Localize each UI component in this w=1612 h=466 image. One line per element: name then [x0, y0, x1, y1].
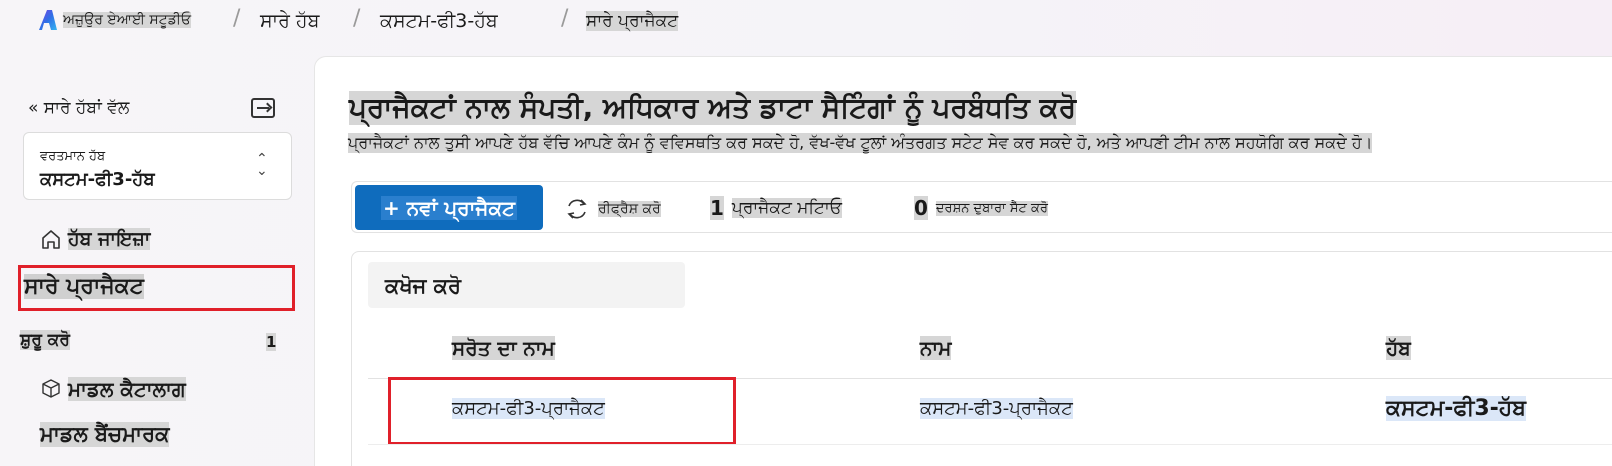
projects-table — [351, 251, 1612, 466]
azure-ai-studio-logo-icon[interactable] — [38, 9, 58, 31]
refresh-icon — [564, 196, 590, 222]
row-divider — [368, 444, 1612, 445]
chevron-up-down-icon: ⌃ ⌄ — [256, 151, 268, 179]
top-breadcrumb-bar — [0, 0, 1612, 44]
current-hub-selector[interactable] — [23, 132, 292, 200]
delete-project-label: ਪ੍ਰਾਜੈਕਟ ਮਟਿਾਓ — [731, 198, 842, 218]
refresh-label: ਰੀਫ੍ਰੈਸ਼ ਕਰੋ — [598, 201, 661, 217]
sidebar-item-all-projects[interactable] — [18, 265, 295, 311]
refresh-button[interactable] — [564, 196, 661, 222]
breadcrumb-hub[interactable]: ਕਸਟਮ-ਫੀ3-ਹੱਬ — [380, 10, 498, 32]
cell-name: ਕਸਟਮ-ਫੀ3-ਪ੍ਰਾਜੈਕਟ — [920, 398, 1073, 419]
home-icon — [40, 228, 62, 250]
new-project-button-label: + ਨਵਾਂ ਪ੍ਰਾਜੈਕਟ — [383, 195, 515, 220]
highlight-box — [388, 377, 736, 445]
cell-hub: ਕਸਟਮ-ਫੀ3-ਹੱਬ — [1386, 396, 1527, 421]
breadcrumb-app-name[interactable]: ਅਜ਼ੁਉਰ ਏਆਈ ਸਟੂਡੀਓ — [63, 12, 192, 28]
breadcrumb-all-hubs[interactable]: ਸਾਰੇ ਹੱਬ — [260, 10, 320, 32]
search-placeholder: ਕਖੋਜ ਕਰੋ — [385, 274, 462, 298]
new-project-button[interactable] — [355, 185, 543, 230]
reset-view-button[interactable] — [914, 196, 1048, 220]
column-header-resource-name[interactable]: ਸਰੋਤ ਦਾ ਨਾਮ — [452, 336, 555, 360]
sidebar-item-label: ਸਾਰੇ ਪ੍ਰਾਜੈਕਟ — [24, 274, 144, 299]
page-subtitle: ਪ੍ਰਾਜੈਕਟਾਂ ਨਾਲ ਤੁਸੀ ਆਪਣੇ ਹੱਬ ਵੱਚਿ ਆਪਣੇ ਕੰਮ ਨੂੰ ਵਵਿਸਥਤਿ ਕਰ ਸਕਦੇ ਹੋ, ਵੱਖ-ਵੱਖ ਟੂਲਾਂ ਅੰਤਰਗਤ ਸਟੇਟ ਸੇਵ ਕਰ ਸਕਦੇ ਹੋ, ਅਤੇ ਆਪਣੀ ਟੀਮ ਨਾਲ ਸਹਯੋਗਿ ਕਰ ਸਕਦੇ ਹੋ। — [348, 133, 1373, 152]
current-hub-value: ਕਸਟਮ-ਫੀ3-ਹੱਬ — [40, 169, 155, 190]
delete-project-button[interactable] — [710, 196, 842, 220]
breadcrumb-separator: / — [233, 6, 241, 31]
projects-toolbar — [351, 181, 1612, 233]
column-header-hub[interactable]: ਹੱਬ — [1386, 336, 1411, 360]
current-hub-label: ਵਰਤਮਾਨ ਹੱਬ — [40, 149, 106, 164]
cell-resource-name[interactable]: ਕਸਟਮ-ਫੀ3-ਪ੍ਰਾਜੈਕਟ — [452, 398, 605, 419]
sidebar-item-model-catalog[interactable] — [40, 377, 186, 401]
page-title: ਪ੍ਰਾਜੈਕਟਾਂ ਨਾਲ ਸੰਪਤੀ, ਅਧਿਕਾਰ ਅਤੇ ਡਾਟਾ ਸੈਟਿੰਗਾਂ ਨੂੰ ਪਰਬੰਧਤਿ ਕਰੋ — [349, 91, 1077, 124]
column-header-name[interactable]: ਨਾਮ — [920, 336, 952, 360]
sidebar-item-label: ਹੱਬ ਜਾਇਜ਼ਾ — [68, 228, 151, 250]
collapse-sidebar-icon[interactable] — [251, 98, 275, 118]
search-input[interactable] — [368, 262, 685, 308]
delete-count: 1 — [710, 196, 724, 220]
reset-view-label: ਦਰਸ਼ਨ ਦੁਬਾਰਾ ਸੈੱਟ ਕਰੋ — [935, 200, 1048, 216]
breadcrumb-all-projects[interactable]: ਸਾਰੇ ਪ੍ਰਾਜੈਕਟ — [586, 11, 679, 31]
sidebar-item-label: ਮਾਡਲ ਕੈਟਾਲਾਗ — [68, 377, 186, 401]
breadcrumb-separator: / — [353, 6, 361, 31]
get-started-count-badge: 1 — [266, 333, 277, 351]
reset-count: 0 — [914, 196, 928, 220]
back-to-all-hubs-link[interactable]: « ਸਾਰੇ ਹੱਬਾਂ ਵੱਲ — [28, 98, 130, 118]
sidebar-item-model-benchmarks[interactable]: ਮਾਡਲ ਬੈਂਚਮਾਰਕ — [40, 422, 170, 446]
breadcrumb-separator: / — [561, 6, 569, 31]
sidebar-section-get-started[interactable]: ਸ਼ੁਰੂ ਕਰੋ — [20, 330, 70, 350]
cube-icon — [40, 378, 62, 400]
main-content-panel — [314, 56, 1612, 466]
sidebar-item-hub-overview[interactable] — [40, 228, 150, 250]
